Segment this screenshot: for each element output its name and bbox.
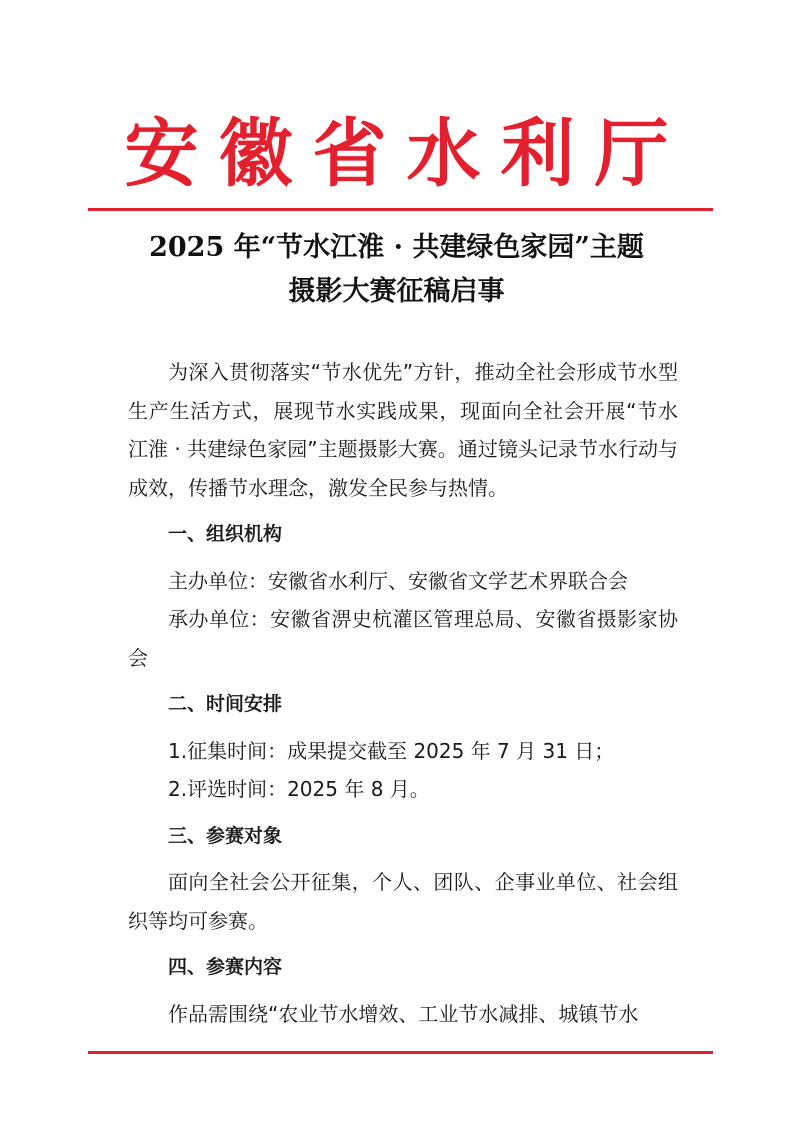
content-paragraph: 作品需围绕“农业节水增效、工业节水减排、城镇节水 — [168, 1001, 639, 1026]
intro-paragraph: 为深入贯彻落实“节水优先”方针，推动全社会形成节水型生产生活方式，展现节水实践成果，现面向全社会开展“节水江淮 · 共建绿色家园”主题摄影大赛。通过镜头记录节水行动与成效，传播节水理念，激发全民参与热情。 — [128, 360, 678, 500]
document-body — [128, 353, 678, 1033]
document-title-line-1: 2025 年“节水江淮 · 共建绿色家园”主题 — [149, 232, 644, 263]
organizer-unit: 承办单位：安徽省淠史杭灌区管理总局、安徽省摄影家协会 — [128, 607, 678, 670]
schedule-item-collection: 1.征集时间：成果提交截至 2025 年 7 月 31 日； — [168, 738, 615, 763]
document-title-line-2: 摄影大赛征稿启事 — [288, 276, 505, 307]
section-heading-content: 四、参赛内容 — [168, 956, 283, 978]
section-heading-schedule: 二、时间安排 — [168, 693, 283, 715]
host-unit: 主办单位：安徽省水利厅、安徽省文学艺术界联合会 — [168, 568, 628, 593]
participants-paragraph: 面向全社会公开征集，个人、团队、企事业单位、社会组织等均可参赛。 — [128, 870, 678, 933]
section-heading-organization: 一、组织机构 — [168, 523, 283, 545]
masthead-red-rule — [88, 208, 713, 211]
masthead-org-name: 安徽省水利厅 — [124, 111, 689, 197]
schedule-item-judging: 2.评选时间：2025 年 8 月。 — [168, 777, 430, 801]
footer-red-rule — [88, 1051, 713, 1054]
section-heading-participants: 三、参赛对象 — [168, 824, 283, 847]
